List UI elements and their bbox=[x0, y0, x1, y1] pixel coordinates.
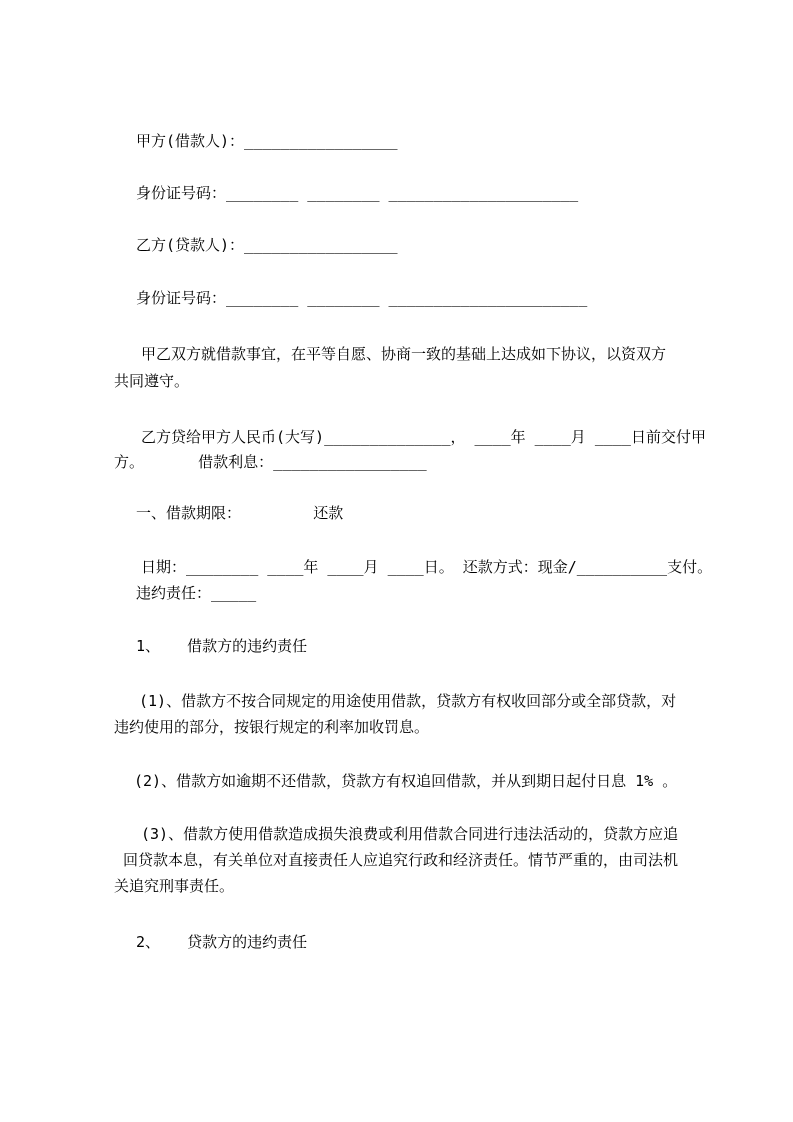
clause-1-line-2: 违约使用的部分，按银行规定的利率加收罚息。 bbox=[114, 718, 430, 736]
clause-3-line-2: 回贷款本息，有关单位对直接责任人应追究行政和经济责任。情节严重的，由司法机 bbox=[114, 851, 679, 869]
loan-terms-line-1: 乙方贷给甲方人民币(大写)______________， ____年 ____月 ____日前交付甲 bbox=[141, 428, 706, 446]
clause-3-line-3: 关追究刑事责任。 bbox=[114, 877, 235, 895]
clause-2-line-1: (2)、借款方如逾期不还借款，贷款方有权追回借款，并从到期日起付日息 1% 。 bbox=[134, 772, 678, 790]
preamble-line-1: 甲乙双方就借款事宜，在平等自愿、协商一致的基础上达成如下协议，以资双方 bbox=[141, 345, 667, 363]
lender-breach-heading: 2、 贷款方的违约责任 bbox=[136, 933, 308, 951]
repayment-line-1: 日期：________ ____年 ____月 ____日。 还款方式：现金/__________支付。 bbox=[141, 558, 713, 576]
clause-1-line-1: (1)、借款方不按合同规定的用途使用借款，贷款方有权收回部分或全部贷款，对 bbox=[139, 692, 677, 710]
clause-3-line-1: (3)、借款方使用借款造成损失浪费或利用借款合同进行违法活动的，贷款方应追 bbox=[141, 825, 679, 843]
loan-terms-line-2: 方。 借款利息：_________________ bbox=[114, 453, 427, 471]
party-a-id-line: 身份证号码：________ ________ _____________________ bbox=[136, 184, 579, 202]
party-a-line: 甲方(借款人)：_________________ bbox=[136, 132, 398, 150]
repayment-line-2: 违约责任：_____ bbox=[136, 584, 257, 602]
term-section-heading: 一、借款期限： 还款 bbox=[136, 504, 344, 522]
preamble-line-2: 共同遵守。 bbox=[114, 372, 190, 390]
party-b-id-line: 身份证号码：________ ________ ______________________ bbox=[136, 289, 588, 307]
party-b-line: 乙方(贷款人)：_________________ bbox=[136, 236, 398, 254]
borrower-breach-heading: 1、 借款方的违约责任 bbox=[136, 637, 308, 655]
